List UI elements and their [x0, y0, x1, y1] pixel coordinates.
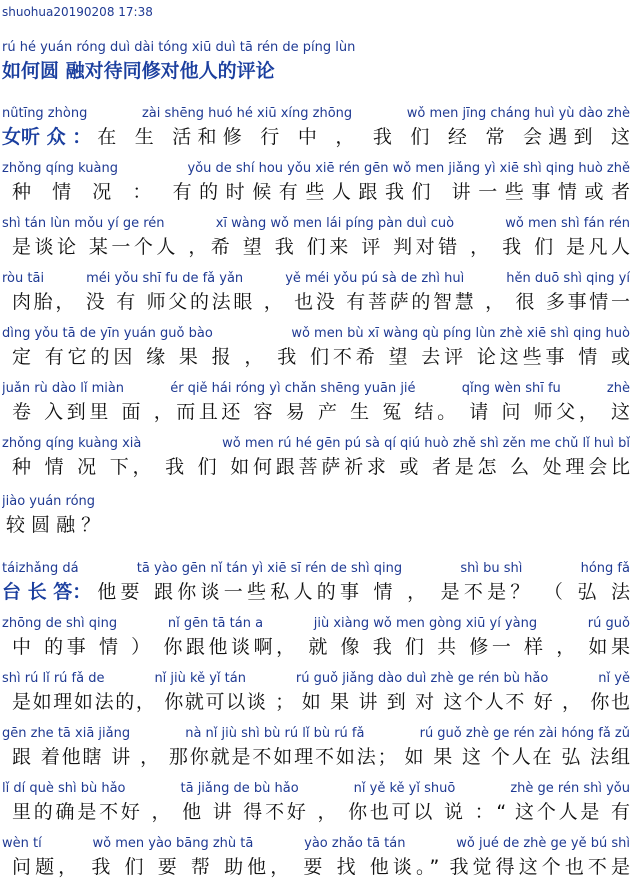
pinyin-row [2, 671, 630, 687]
chinese-text: 他要 跟你谈一些私人的事 情 ， 是不是？ （ 弘 法 [97, 581, 630, 603]
pinyin-segment: yào zhǎo tā tán [304, 836, 406, 851]
title-block [2, 40, 630, 84]
text-line [2, 161, 630, 205]
pinyin-segment: rú guǒ [587, 616, 630, 631]
pinyin-segment: jiào yuán róng [2, 494, 96, 509]
pinyin-segment: nǐ yě [598, 671, 630, 686]
pinyin-segment: qǐng wèn shī fu [461, 381, 561, 396]
text-line [2, 494, 630, 538]
pinyin-segment: ér qiě hái róng yì chǎn shēng yuān jié [170, 381, 416, 396]
pinyin-segment: gēn zhe tā xiā jiǎng [2, 726, 131, 741]
chinese-text: 问题， 我 们 要 帮 助他， 要 找 他谈。” 我觉得这个也不是 [12, 856, 630, 878]
chinese-text: 肉胎， 没 有 师父的法眼 ， 也没 有菩萨的智慧 ， 很 多事情一 [12, 291, 630, 313]
title-text: 如何圆 融对待同修对他人的评论 [2, 60, 275, 82]
pinyin-segment: rú guǒ jiǎng dào duì zhè ge rén bù hǎo [295, 671, 549, 686]
pinyin-row [2, 216, 630, 232]
pinyin-row [2, 326, 630, 342]
chinese-text: 定 有它的因 缘 果 报 ， 我 们不希 望 去评 论这些事 情 或 [12, 346, 630, 368]
pinyin-row [2, 271, 630, 287]
pinyin-row [2, 381, 630, 397]
text-line [2, 436, 630, 480]
text-line [2, 271, 630, 315]
text-line [2, 326, 630, 370]
pinyin-segment: nǐ jiù kě yǐ tán [154, 671, 246, 686]
chinese-row [2, 234, 630, 260]
pinyin-row [2, 436, 630, 452]
pinyin-segment: wǒ men bù xī wàng qù píng lùn zhè xiē shì qing huò [291, 326, 630, 341]
pinyin-segment: wǒ jué de zhè ge yě bú shì [456, 836, 630, 851]
chinese-text: 较 圆 融 ？ [6, 514, 101, 536]
pinyin-segment: shì tán lùn mǒu yí ge rén [2, 216, 165, 231]
chinese-row [2, 744, 630, 770]
pinyin-segment: juǎn rù dào lǐ miàn [2, 381, 125, 396]
text-line [2, 561, 630, 605]
pinyin-segment: nǚtīng zhòng [2, 106, 88, 121]
pinyin-row [2, 161, 630, 177]
pinyin-segment: hěn duō shì qing yí [506, 271, 630, 286]
chinese-row [2, 634, 630, 660]
pinyin-segment: yǒu de shí hou yǒu xiē rén gēn wǒ men jiǎng yì xiē shì qing huò zhě [187, 161, 630, 176]
pinyin-segment: nǐ gēn tā tán a [167, 616, 264, 631]
chinese-text: 种 情 况 ： 有的时候有些人跟我们 讲一些事情或者 [12, 181, 630, 203]
speaker-label: 女听 众 ： [2, 126, 92, 148]
pinyin-segment: wǒ men jīng cháng huì yù dào zhè [406, 106, 630, 121]
text-line [2, 726, 630, 770]
pinyin-segment: zhè [606, 381, 630, 396]
chinese-text: 中 的事 情 ） 你跟他谈啊， 就 像 我 们 共 修一 样 ， 如果 [12, 636, 630, 658]
pinyin-segment: táizhǎng dá [2, 561, 79, 576]
pinyin-segment: ròu tāi [2, 271, 45, 286]
chinese-row [2, 579, 630, 605]
pinyin-segment: nà nǐ jiù shì bù rú lǐ bù rú fǎ [185, 726, 365, 741]
text-line [2, 216, 630, 260]
chinese-row [2, 344, 630, 370]
pinyin-segment: xī wàng wǒ men lái píng pàn duì cuò [215, 216, 455, 231]
pinyin-segment: rú guǒ zhè ge rén zài hóng fǎ zǔ [419, 726, 630, 741]
chinese-row [2, 854, 630, 880]
pinyin-segment: wǒ men shì fán rén [505, 216, 630, 231]
chinese-row [2, 799, 630, 825]
chinese-text: 是谈论 某一个人 ，希 望 我 们来 评 判对错 ， 我 们 是凡人 [12, 236, 630, 258]
title-pinyin: rú hé yuán róng duì dài tóng xiū duì tā rén de píng lùn [2, 40, 356, 55]
pinyin-segment: dìng yǒu tā de yīn yuán guǒ bào [2, 326, 213, 341]
pinyin-row [2, 561, 630, 577]
text-line [2, 106, 630, 150]
text-line [2, 616, 630, 660]
text-line [2, 781, 630, 825]
pinyin-segment: shì rú lǐ rú fǎ de [2, 671, 105, 686]
pinyin-segment: shì bu shì [460, 561, 523, 576]
chinese-text: 卷 入到里 面 ，而且还 容 易 产 生 冤 结。 请 问 师父， 这 [12, 401, 630, 423]
text-line [2, 836, 630, 880]
post-meta: shuohua20190208 17:38 [2, 5, 153, 19]
pinyin-segment: tā jiǎng de bù hǎo [180, 781, 299, 796]
chinese-row [2, 124, 630, 150]
pinyin-row [2, 836, 630, 852]
pinyin-row [2, 494, 630, 510]
text-line [2, 381, 630, 425]
pinyin-segment: wǒ men yào bāng zhù tā [92, 836, 254, 851]
pinyin-row [2, 616, 630, 632]
pinyin-segment: wǒ men rú hé gēn pú sà qí qiú huò zhě shì zěn me chǔ lǐ huì bǐ [222, 436, 630, 451]
pinyin-segment: zhǒng qíng kuàng xià [2, 436, 142, 451]
pinyin-row [2, 726, 630, 742]
pinyin-segment: zhōng de shì qing [2, 616, 118, 631]
pinyin-segment: nǐ yě kě yǐ shuō [353, 781, 456, 796]
pinyin-segment: wèn tí [2, 836, 42, 851]
chinese-row [2, 399, 630, 425]
chinese-row [2, 689, 630, 715]
speaker-label: 台 长 答： [2, 581, 92, 603]
pinyin-row [2, 781, 630, 797]
pinyin-segment: hóng fǎ [580, 561, 630, 576]
chinese-text: 在 生 活和修 行 中 ， 我 们 经 常 会遇到 这 [97, 126, 630, 148]
pinyin-segment: jiù xiàng wǒ men gòng xiū yí yàng [313, 616, 538, 631]
pinyin-segment: méi yǒu shī fu de fǎ yǎn [86, 271, 244, 286]
text-line [2, 671, 630, 715]
chinese-row [2, 512, 630, 538]
pinyin-segment: yě méi yǒu pú sà de zhì huì [285, 271, 465, 286]
pinyin-segment: zài shēng huó hé xiū xíng zhōng [141, 106, 353, 121]
chinese-row [2, 289, 630, 315]
pinyin-segment: zhǒng qíng kuàng [2, 161, 118, 176]
chinese-text: 里的确是不好 ， 他 讲 得不好 ， 你也可以 说 ：“ 这个人是 有 [12, 801, 630, 823]
pinyin-segment: zhè ge rén shì yǒu [510, 781, 630, 796]
chinese-row [2, 179, 630, 205]
chinese-text: 跟 着他瞎 讲 ， 那你就是不如理不如法； 如 果 这 个人在 弘 法组 [12, 746, 630, 768]
pinyin-segment: lǐ dí què shì bù hǎo [2, 781, 126, 796]
chinese-row [2, 454, 630, 480]
pinyin-segment: tā yào gēn nǐ tán yì xiē sī rén de shì qing [136, 561, 403, 576]
pinyin-row [2, 106, 630, 122]
chinese-text: 种 情 况 下， 我 们 如何跟菩萨祈求 或 者是怎 么 处理会比 [12, 456, 630, 478]
chinese-text: 是如理如法的， 你就可以谈 ； 如 果 讲 到 对 这个人不 好 ， 你也 [12, 691, 630, 713]
